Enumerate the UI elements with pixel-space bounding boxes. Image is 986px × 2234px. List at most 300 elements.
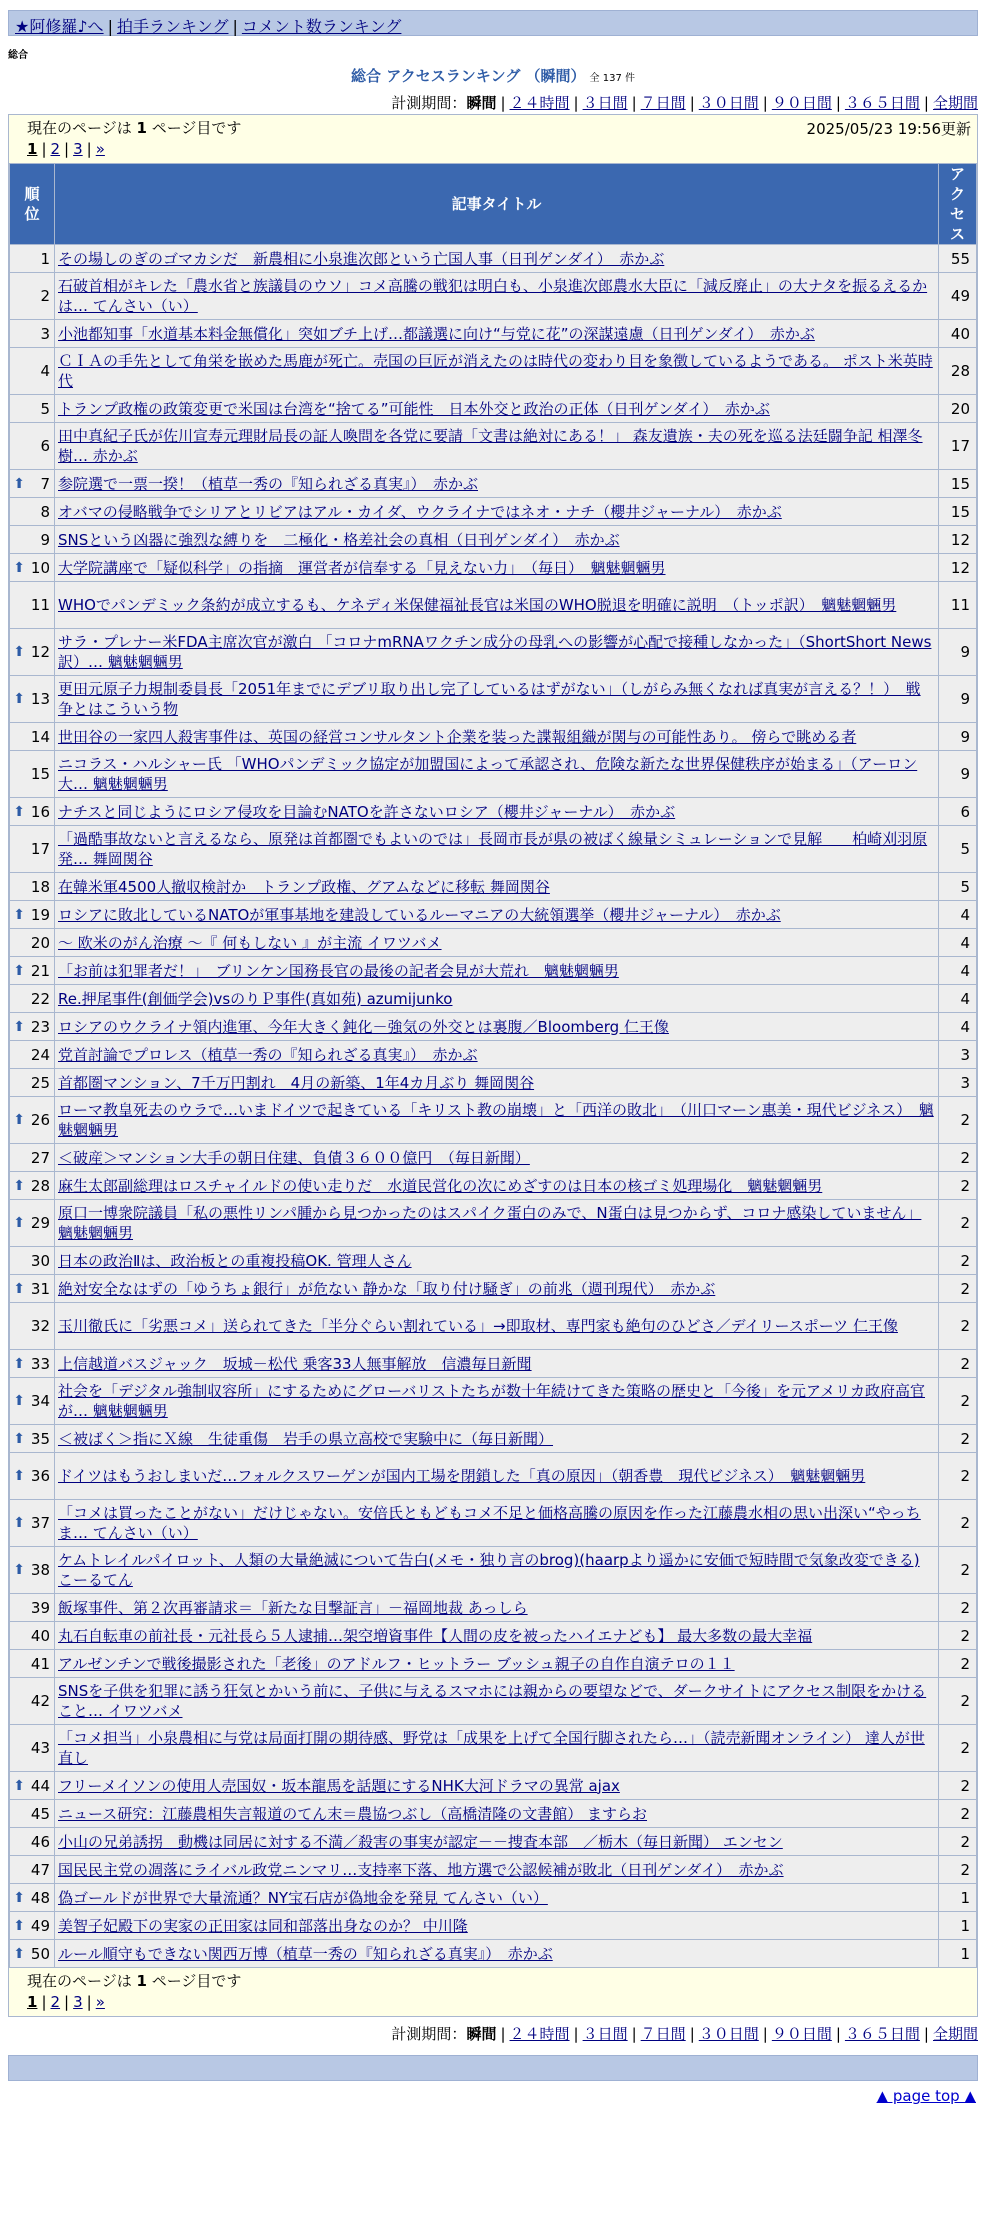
access-count: 4 — [939, 929, 977, 957]
rank-number: 45 — [30, 1804, 50, 1823]
article-link[interactable]: 飯塚事件、第２次再審請求＝「新たな目撃証言」－福岡地裁 あっしら — [58, 1598, 528, 1617]
title-cell — [55, 676, 939, 723]
page-separator: | — [41, 1993, 47, 2011]
header-access: アクセス — [939, 164, 977, 245]
rank-number: 1 — [40, 249, 50, 268]
title-cell — [55, 554, 939, 582]
rank-cell — [10, 1200, 55, 1247]
title-cell — [55, 582, 939, 629]
title-cell — [55, 1594, 939, 1622]
table-row — [10, 1800, 977, 1828]
pagination-bottom — [27, 1993, 977, 2011]
access-count: 4 — [939, 985, 977, 1013]
article-link[interactable]: 「コメは買ったことがない」だけじゃない。安倍氏ともどもコメ不足と価格高騰の原因を作った江藤農水相の思い出深い“やっちま… てんさい（い） — [58, 1504, 921, 1542]
access-count: 1 — [939, 1884, 977, 1912]
up-arrow-icon: ⬆ — [13, 1430, 25, 1447]
article-link[interactable]: トランプ政権の政策変更で米国は台湾を“捨てる”可能性 日本外交と政治の正体（日刊ゲンダイ） 赤かぶ — [58, 399, 770, 418]
rank-cell — [10, 723, 55, 751]
bottom-period-link-5[interactable]: ３６５日間 — [844, 2025, 920, 2043]
title-cell — [55, 1172, 939, 1200]
article-link[interactable]: 更田元原子力規制委員長「2051年までにデブリ取り出し完了しているはずがない」（しがらみ無くなれば真実が言える？！） 戦争とはこういう物 — [58, 680, 921, 718]
title-cell — [55, 1069, 939, 1097]
rank-cell — [10, 873, 55, 901]
up-arrow-icon: ⬆ — [13, 1112, 25, 1128]
current-page-text — [27, 1970, 977, 1991]
table-row — [10, 1547, 977, 1594]
title-cell — [55, 1041, 939, 1069]
article-link[interactable]: ～ 欧米のがん治療 ～『 何もしない 』が主流 イワツバメ — [58, 933, 442, 952]
rank-number: 30 — [30, 1251, 50, 1270]
table-row — [10, 1303, 977, 1350]
rank-cell — [10, 1500, 55, 1547]
rank-cell — [10, 957, 55, 985]
period-separator: | — [689, 2025, 695, 2043]
table-row — [10, 1350, 977, 1378]
article-link[interactable]: 小山の兄弟誘拐 動機は同居に対する不満／殺害の事実が認定－－捜査本部 ／栃木（毎日新聞） エンセン — [58, 1832, 783, 1851]
table-row — [10, 1678, 977, 1725]
article-link[interactable]: 上信越道バスジャック 坂城－松代 乗客33人無事解放 信濃毎日新聞 — [58, 1354, 532, 1373]
bottom-period-link-1[interactable]: ３日間 — [582, 2025, 628, 2043]
rank-number: 22 — [30, 989, 50, 1008]
title-cell — [55, 985, 939, 1013]
article-link[interactable]: 絶対安全なはずの「ゆうちょ銀行」が危ない 静かな「取り付け騒ぎ」の前兆（週刊現代） 赤かぶ — [58, 1279, 716, 1298]
table-row — [10, 1912, 977, 1940]
table-row — [10, 320, 977, 348]
top-period-link-1[interactable]: ３日間 — [582, 94, 628, 112]
article-link[interactable]: ケムトレイルパイロット、人類の大量絶滅について告白(メモ・独り言のbrog)(haarpより遥かに安価で短時間で気象改変できる) こーるてん — [58, 1551, 920, 1589]
up-arrow-icon: ⬆ — [13, 1562, 25, 1578]
title-cell — [55, 929, 939, 957]
title-cell — [55, 1678, 939, 1725]
page-link-current: 1 — [27, 140, 38, 158]
rank-cell — [10, 1940, 55, 1968]
rank-number: 24 — [30, 1045, 50, 1064]
article-link[interactable]: ロシアに敗北しているNATOが軍事基地を建設しているルーマニアの大統領選挙（櫻井ジャーナル） 赤かぶ — [58, 905, 781, 924]
access-count: 1 — [939, 1912, 977, 1940]
access-count: 5 — [939, 873, 977, 901]
rank-cell — [10, 1303, 55, 1350]
article-link[interactable]: 「コメ担当」小泉農相に与党は局面打開の期待感、野党は「成果を上げて全国行脚されたら…」（読売新聞オンライン） 達人が世直し — [58, 1729, 925, 1767]
rank-cell — [10, 1725, 55, 1772]
access-count: 2 — [939, 1678, 977, 1725]
page-num: 1 — [136, 119, 147, 137]
article-link[interactable]: 大学院講座で「疑似科学」の指摘 運営者が信奉する「見えない力」 （毎日） 魑魅魍魎男 — [58, 558, 666, 577]
rank-cell — [10, 273, 55, 320]
table-row — [10, 901, 977, 929]
table-row — [10, 1097, 977, 1144]
article-link[interactable]: 玉川徹氏に「劣悪コメ」送られてきた「半分ぐらい割れている」→即取材、専門家も絶句のひどさ／デイリースポーツ 仁王像 — [58, 1317, 898, 1335]
page-separator: | — [64, 140, 70, 158]
rank-number: 4 — [40, 362, 50, 380]
access-count: 9 — [939, 723, 977, 751]
rank-number: 6 — [40, 437, 50, 455]
title-cell — [55, 1622, 939, 1650]
rank-cell — [10, 676, 55, 723]
access-count: 4 — [939, 1013, 977, 1041]
table-row — [10, 1144, 977, 1172]
up-arrow-icon: ⬆ — [13, 1215, 25, 1231]
table-row — [10, 929, 977, 957]
title-cell — [55, 798, 939, 826]
rank-cell — [10, 1884, 55, 1912]
article-link[interactable]: 小池都知事「水道基本料金無償化」突如ブチ上げ…都議選に向け“与党に花”の深謀遠慮（日刊ゲンダイ） 赤かぶ — [58, 324, 815, 343]
up-arrow-icon: ⬆ — [13, 559, 25, 576]
up-arrow-icon: ⬆ — [13, 691, 25, 707]
page-separator: | — [41, 140, 47, 158]
rank-number: 15 — [30, 765, 50, 783]
article-link[interactable]: ドイツはもうおしまいだ…フォルクスワーゲンが国内工場を閉鎖した「真の原因」（朝香豊 現代ビジネス） 魑魅魍魎男 — [58, 1467, 866, 1485]
access-count: 2 — [939, 1144, 977, 1172]
up-arrow-icon: ⬆ — [13, 1393, 25, 1409]
rank-cell — [10, 1800, 55, 1828]
access-count: 2 — [939, 1828, 977, 1856]
bottom-period-link-4[interactable]: ９０日間 — [771, 2025, 832, 2043]
rank-number: 50 — [30, 1944, 50, 1963]
title-cell — [55, 1856, 939, 1884]
table-row — [10, 1200, 977, 1247]
bottom-period-link-0[interactable]: ２４時間 — [509, 2025, 570, 2043]
page-link-3[interactable]: » — [95, 140, 105, 158]
access-count: 2 — [939, 1200, 977, 1247]
table-row — [10, 629, 977, 676]
ranking-table — [9, 163, 977, 1968]
rank-cell — [10, 1013, 55, 1041]
table-row — [10, 1500, 977, 1547]
rank-cell — [10, 423, 55, 470]
rank-cell — [10, 1144, 55, 1172]
table-row — [10, 798, 977, 826]
rank-cell — [10, 1594, 55, 1622]
access-count: 3 — [939, 1069, 977, 1097]
applause-ranking-link[interactable]: 拍手ランキング — [116, 17, 229, 36]
table-row — [10, 498, 977, 526]
top-period-link-2[interactable]: ７日間 — [640, 94, 686, 112]
rank-cell — [10, 1622, 55, 1650]
access-count: 2 — [939, 1350, 977, 1378]
article-link[interactable]: 丸石自転車の前社長・元社長ら５人逮捕…架空増資事件【人間の皮を被ったハイエナども】 最大多数の最大幸福 — [58, 1626, 813, 1645]
access-count: 2 — [939, 1453, 977, 1500]
rank-number: 32 — [30, 1317, 50, 1335]
up-arrow-icon: ⬆ — [13, 962, 25, 979]
rank-cell — [10, 1828, 55, 1856]
rank-number: 5 — [40, 399, 50, 418]
table-row — [10, 985, 977, 1013]
page-separator: | — [64, 1993, 70, 2011]
access-count: 1 — [939, 1940, 977, 1968]
access-count: 2 — [939, 1378, 977, 1425]
top-period-link-6[interactable]: 全期間 — [932, 94, 978, 112]
article-link[interactable]: 日本の政治Ⅱは、政治板との重複投稿OK. 管理人さん — [58, 1251, 412, 1270]
table-row — [10, 1622, 977, 1650]
table-row — [10, 723, 977, 751]
rank-cell — [10, 554, 55, 582]
title-cell — [55, 1940, 939, 1968]
rank-cell — [10, 798, 55, 826]
article-link[interactable]: 世田谷の一家四人殺害事件は、英国の経営コンサルタント企業を装った諜報組織が関与の可能性あり。 傍らで眺める者 — [58, 727, 857, 746]
page-info-bottom — [9, 1968, 977, 2016]
article-link[interactable]: 美智子妃殿下の実家の正田家は同和部落出身なのか？ 中川隆 — [58, 1916, 468, 1935]
article-link[interactable]: オバマの侵略戦争でシリアとリビアはアル・カイダ、ウクライナではネオ・ナチ（櫻井ジャーナル） 赤かぶ — [58, 502, 782, 521]
access-count: 20 — [939, 395, 977, 423]
title-cell — [55, 1013, 939, 1041]
rank-cell — [10, 470, 55, 498]
header-rank: 順位 — [10, 164, 55, 245]
table-row — [10, 1940, 977, 1968]
article-link[interactable]: 田中真紀子氏が佐川宣寿元理財局長の証人喚問を各党に要請「文書は絶対にある！」 森友遺族・夫の死を巡る法廷闘争記 相澤冬樹… 赤かぶ — [58, 427, 923, 465]
up-arrow-icon: ⬆ — [13, 906, 25, 923]
up-arrow-icon: ⬆ — [13, 644, 25, 660]
access-count: 2 — [939, 1622, 977, 1650]
rank-cell — [10, 1678, 55, 1725]
up-arrow-icon: ⬆ — [13, 1355, 25, 1372]
access-count: 4 — [939, 957, 977, 985]
table-row — [10, 245, 977, 273]
up-arrow-icon: ⬆ — [13, 1177, 25, 1194]
up-arrow-icon: ⬆ — [13, 1468, 25, 1484]
article-link[interactable]: WHOでパンデミック条約が成立するも、ケネディ米保健福祉長官は米国のWHO脱退を明確に説明 （トッポ訳） 魑魅魍魎男 — [58, 596, 897, 614]
page-link-3[interactable]: » — [95, 1993, 105, 2011]
article-link[interactable]: 麻生太郎副総理はロスチャイルドの使い走りだ 水道民営化の次にめざすのは日本の核ゴミ処理場化 魑魅魍魎男 — [58, 1176, 823, 1195]
top-period-link-5[interactable]: ３６５日間 — [844, 94, 920, 112]
page-link-2[interactable]: 3 — [73, 140, 83, 158]
access-count: 2 — [939, 1303, 977, 1350]
title-cell — [55, 1453, 939, 1500]
title-cell — [55, 348, 939, 395]
rank-cell — [10, 1547, 55, 1594]
title-cell — [55, 1200, 939, 1247]
article-link[interactable]: 「お前は犯罪者だ！」 ブリンケン国務長官の最後の記者会見が大荒れ 魑魅魍魎男 — [58, 961, 619, 980]
title-cell — [55, 1350, 939, 1378]
period-separator: | — [835, 2025, 841, 2043]
home-link[interactable]: ★阿修羅♪へ — [15, 17, 104, 36]
top-period-link-4[interactable]: ９０日間 — [771, 94, 832, 112]
access-count: 2 — [939, 1772, 977, 1800]
rank-number: 44 — [30, 1776, 50, 1795]
article-link[interactable]: SNSを子供を犯罪に誘う狂気とかいう前に、子供に与えるスマホには親からの要望などで、ダークサイトにアクセス制限をかけること… イワツバメ — [58, 1682, 927, 1720]
title-cell — [55, 1303, 939, 1350]
title-cell — [55, 723, 939, 751]
title-cell — [55, 395, 939, 423]
rank-number: 46 — [30, 1832, 50, 1851]
title-cell — [55, 423, 939, 470]
rank-cell — [10, 901, 55, 929]
table-row — [10, 751, 977, 798]
table-row — [10, 1069, 977, 1097]
up-arrow-icon: ⬆ — [13, 475, 25, 492]
table-row — [10, 348, 977, 395]
title-cell — [55, 629, 939, 676]
rank-number: 16 — [30, 802, 50, 821]
article-link[interactable]: ローマ教皇死去のウラで…いまドイツで起きている「キリスト教の崩壊」と「西洋の敗北」 （川口マーン惠美・現代ビジネス） 魑魅魍魎男 — [58, 1101, 934, 1139]
updated-timestamp: 2025/05/23 19:56更新 — [806, 120, 971, 138]
title-cell — [55, 1772, 939, 1800]
rank-number: 29 — [30, 1214, 50, 1232]
rank-number: 17 — [30, 840, 50, 858]
nav-separator: | — [232, 17, 238, 36]
ranking-container — [8, 114, 978, 2017]
article-link[interactable]: サラ・プレナー米FDA主席次官が激白 「コロナmRNAワクチン成分の母乳への影響が心配で接種しなかった」（ShortShort News訳）… 魑魅魍魎男 — [58, 633, 932, 671]
up-arrow-icon: ⬆ — [13, 1945, 25, 1962]
title-cell — [55, 320, 939, 348]
rank-number: 18 — [30, 877, 50, 896]
rank-cell — [10, 1378, 55, 1425]
rank-cell — [10, 1350, 55, 1378]
table-row — [10, 526, 977, 554]
access-count: 55 — [939, 245, 977, 273]
pagination-top — [27, 140, 977, 158]
article-link[interactable]: 党首討論でプロレス（植草一秀の『知られざる真実』） 赤かぶ — [58, 1045, 478, 1064]
rank-cell — [10, 498, 55, 526]
up-arrow-icon: ⬆ — [13, 1917, 25, 1934]
access-count: 2 — [939, 1800, 977, 1828]
rank-cell — [10, 826, 55, 873]
rank-cell — [10, 985, 55, 1013]
title-cell — [55, 1500, 939, 1547]
title-cell — [55, 1247, 939, 1275]
rank-number: 11 — [30, 596, 50, 614]
article-link[interactable]: 原口一博衆院議員「私の悪性リンパ腫から見つかったのはスパイク蛋白のみで、N蛋白は見つからず、コロナ感染していません」 魑魅魍魎男 — [58, 1204, 922, 1242]
period-separator: | — [762, 2025, 768, 2043]
article-link[interactable]: ニコラス・ハルシャー氏 「WHOパンデミック協定が加盟国によって承認され、危険な新たな世界保健秩序が始まる」（アーロン大… 魑魅魍魎男 — [58, 755, 918, 793]
bottom-period-link-3[interactable]: ３０日間 — [698, 2025, 759, 2043]
top-period-link-3[interactable]: ３０日間 — [698, 94, 759, 112]
table-row — [10, 1172, 977, 1200]
page-title-wrap — [0, 65, 986, 86]
rank-number: 36 — [30, 1467, 50, 1485]
rank-cell — [10, 320, 55, 348]
access-count: 28 — [939, 348, 977, 395]
article-link[interactable]: フリーメイソンの使用人売国奴・坂本龍馬を話題にするNHK大河ドラマの異常 ajax — [58, 1776, 620, 1795]
title-cell — [55, 1425, 939, 1453]
page-separator: | — [86, 1993, 92, 2011]
rank-cell — [10, 1650, 55, 1678]
rank-cell — [10, 1247, 55, 1275]
page-link-1[interactable]: 2 — [50, 140, 61, 158]
period-separator: | — [573, 2025, 579, 2043]
header-title: 記事タイトル — [55, 164, 939, 245]
rank-number: 2 — [40, 287, 50, 305]
rank-cell — [10, 1856, 55, 1884]
comment-ranking-link[interactable]: コメント数ランキング — [241, 17, 402, 36]
access-count: 4 — [939, 901, 977, 929]
page-link-1[interactable]: 2 — [50, 1993, 61, 2011]
period-separator: | — [500, 94, 506, 112]
rank-number: 3 — [40, 324, 50, 343]
up-arrow-icon: ⬆ — [13, 1777, 25, 1794]
article-link[interactable]: Re.押尾事件(創価学会)vsのりＰ事件(真如苑) azumijunko — [58, 989, 453, 1008]
page-text-pre: 現在のページは — [27, 1972, 132, 1990]
article-link[interactable]: 参院選で一票一揆！（植草一秀の『知られざる真実』） 赤かぶ — [58, 474, 479, 493]
period-separator: | — [923, 2025, 929, 2043]
article-link[interactable]: SNSという凶器に強烈な縛りを 二極化・格差社会の真相（日刊ゲンダイ） 赤かぶ — [58, 530, 620, 549]
article-link[interactable]: ＜破産＞マンション大手の朝日住建、負債３６００億円 （毎日新聞） — [58, 1148, 530, 1167]
rank-cell — [10, 1772, 55, 1800]
table-row — [10, 1453, 977, 1500]
article-link[interactable]: 「過酷事故ないと言えるなら、原発は首都圏でもよいのでは」長岡市長が県の被ばく線量シミュレーションで見解 柏崎刈羽原発… 舞岡関谷 — [58, 830, 928, 868]
access-count: 2 — [939, 1500, 977, 1547]
page-link-2[interactable]: 3 — [73, 1993, 83, 2011]
access-count: 5 — [939, 826, 977, 873]
table-row — [10, 1884, 977, 1912]
article-link[interactable]: アルゼンチンで戦後撮影された「老後」のアドルフ・ヒットラー ブッシュ親子の自作自演テロの１１ — [58, 1654, 735, 1673]
rank-number: 48 — [30, 1888, 50, 1907]
page-text-post: ページ目です — [151, 119, 242, 137]
rank-number: 19 — [30, 905, 50, 924]
page-text-pre: 現在のページは — [27, 119, 132, 137]
rank-number: 49 — [30, 1916, 50, 1935]
rank-cell — [10, 1425, 55, 1453]
period-selector-top — [0, 92, 978, 112]
up-arrow-icon: ⬆ — [13, 1889, 25, 1906]
article-link[interactable]: ニュース研究：江藤農相失言報道のてん末＝農協つぶし（高橋清隆の文書館） ますらお — [58, 1804, 648, 1823]
top-nav-bar — [8, 10, 978, 36]
rank-number: 40 — [30, 1626, 50, 1645]
access-count: 2 — [939, 1856, 977, 1884]
title-cell — [55, 1144, 939, 1172]
total-count: 全 137 件 — [589, 73, 635, 84]
article-link[interactable]: ルール順守もできない関西万博（植草一秀の『知られざる真実』） 赤かぶ — [58, 1944, 553, 1963]
title-cell — [55, 1650, 939, 1678]
rank-cell — [10, 1069, 55, 1097]
rank-number: 7 — [40, 474, 50, 493]
bottom-period-link-6[interactable]: 全期間 — [932, 2025, 978, 2043]
title-cell — [55, 470, 939, 498]
article-link[interactable]: その場しのぎのゴマカシだ 新農相に小泉進次郎という亡国人事（日刊ゲンダイ） 赤かぶ — [58, 249, 665, 268]
article-link[interactable]: 在韓米軍4500人撤収検討か トランプ政権、グアムなどに移転 舞岡関谷 — [58, 877, 550, 896]
page-num: 1 — [136, 1972, 147, 1990]
title-cell — [55, 1884, 939, 1912]
period-separator: | — [923, 94, 929, 112]
page-top-link[interactable]: ▲ page top ▲ — [876, 2087, 976, 2105]
title-cell — [55, 1800, 939, 1828]
title-cell — [55, 1547, 939, 1594]
bottom-period-link-2[interactable]: ７日間 — [640, 2025, 686, 2043]
rank-cell — [10, 929, 55, 957]
article-link[interactable]: 首都圏マンション、7千万円割れ 4月の新築、1年4カ月ぶり 舞岡関谷 — [58, 1073, 535, 1092]
article-link[interactable]: ＣＩＡの手先として角栄を嵌めた馬鹿が死亡。売国の巨匠が消えたのは時代の変わり目を象徴しているようである。 ポスト米英時代 — [58, 352, 933, 390]
article-link[interactable]: 偽ゴールドが世界で大量流通？NY宝石店が偽地金を発見 てんさい（い） — [58, 1888, 548, 1907]
access-count: 9 — [939, 751, 977, 798]
rank-number: 12 — [30, 643, 50, 661]
rank-number: 38 — [30, 1561, 50, 1579]
period-label: 計測期間： — [391, 94, 467, 112]
article-link[interactable]: 国民民主党の凋落にライバル政党ニンマリ…支持率下落、地方選で公認候補が敗北（日刊ゲンダイ） 赤かぶ — [58, 1860, 784, 1879]
article-link[interactable]: ロシアのウクライナ領内進軍、今年大きく鈍化－強気の外交とは裏腹／Bloomberg 仁王像 — [58, 1017, 669, 1036]
table-row — [10, 395, 977, 423]
title-cell — [55, 1725, 939, 1772]
article-link[interactable]: 石破首相がキレた「農水省と族議員のウソ」コメ高騰の戦犯は明白も、小泉進次郎農水大臣に「減反廃止」の大ナタを振るえるかは… てんさい（い） — [58, 277, 928, 315]
article-link[interactable]: ナチスと同じようにロシア侵攻を目論むNATOを許さないロシア（櫻井ジャーナル） 赤かぶ — [58, 802, 676, 821]
access-count: 3 — [939, 1041, 977, 1069]
article-link[interactable]: 社会を「デジタル強制収容所」にするためにグローバリストたちが数十年続けてきた策略の歴史と「今後」を元アメリカ政府高官が… 魑魅魍魎男 — [58, 1382, 926, 1420]
period-separator: | — [573, 94, 579, 112]
access-count: 12 — [939, 526, 977, 554]
title-cell — [55, 957, 939, 985]
rank-number: 37 — [30, 1514, 50, 1532]
access-count: 15 — [939, 470, 977, 498]
period-separator: | — [500, 2025, 506, 2043]
rank-number: 13 — [30, 690, 50, 708]
rank-number: 28 — [30, 1176, 50, 1195]
table-row — [10, 1772, 977, 1800]
up-arrow-icon: ⬆ — [13, 1018, 25, 1035]
rank-cell — [10, 395, 55, 423]
access-count: 2 — [939, 1725, 977, 1772]
top-period-link-0[interactable]: ２４時間 — [509, 94, 570, 112]
article-link[interactable]: ＜被ばく＞指にＸ線 生徒重傷 岩手の県立高校で実験中に（毎日新聞） — [58, 1429, 554, 1448]
period-selector-bottom — [0, 2023, 978, 2043]
rank-cell — [10, 1041, 55, 1069]
